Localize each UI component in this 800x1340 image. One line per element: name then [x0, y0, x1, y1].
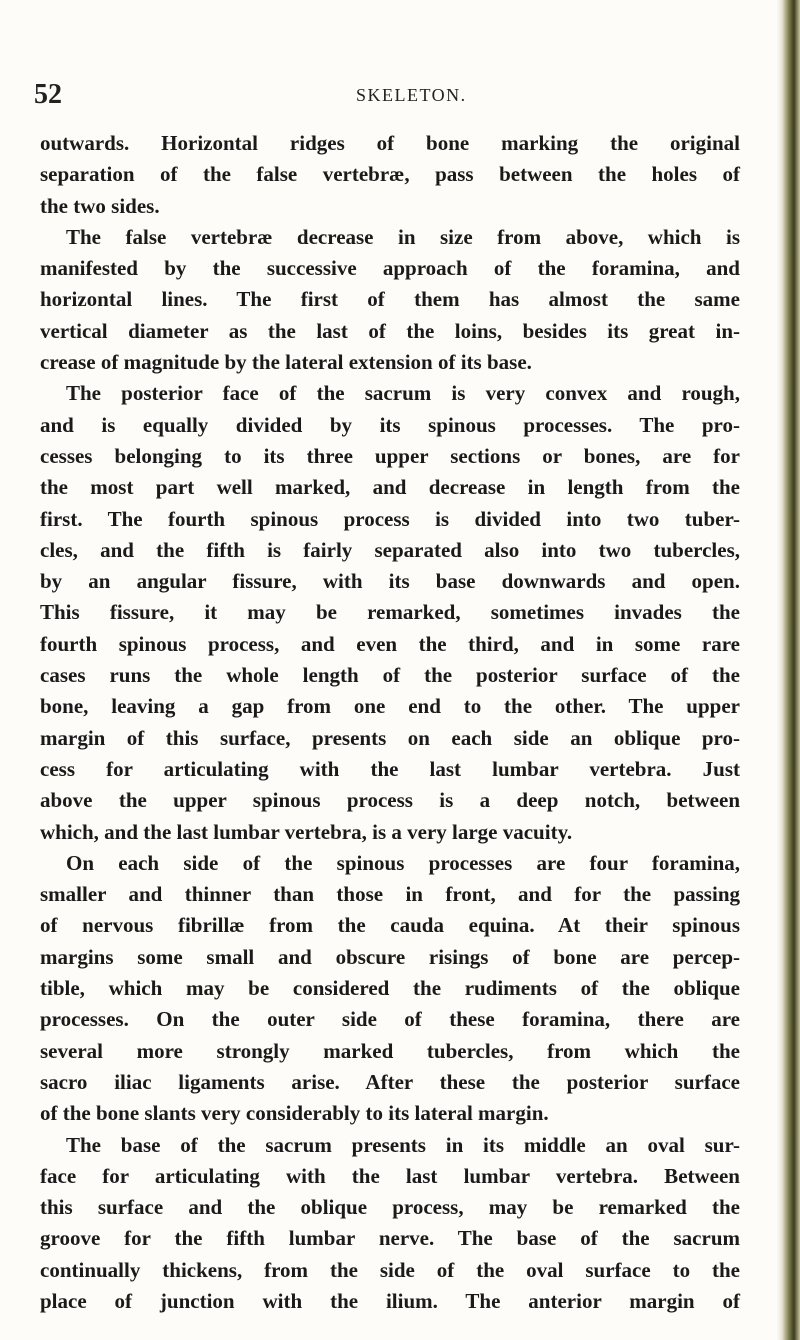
- text-line: this surface and the oblique process, may be remarked the: [40, 1195, 740, 1220]
- text-line: face for articulating with the last lumbar vertebra. Between: [40, 1163, 740, 1188]
- text-line: margins some small and obscure risings of bone are percep-: [40, 944, 740, 969]
- text-line: tible, which may be considered the rudiments of the oblique: [40, 976, 740, 1001]
- text-line: separation of the false vertebræ, pass between the holes of: [40, 162, 740, 187]
- text-line: which, and the last lumbar vertebra, is a very large vacuity.: [40, 819, 573, 844]
- text-line: above the upper spinous process is a deep notch, between: [40, 788, 740, 813]
- text-line: cesses belonging to its three upper sections or bones, are for: [40, 443, 740, 468]
- page-header: [34, 78, 734, 112]
- text-line: The base of the sacrum presents in its middle an oval sur-: [66, 1132, 740, 1157]
- text-line: bone, leaving a gap from one end to the other. The upper: [40, 694, 740, 719]
- text-line: On each side of the spinous processes are four foramina,: [66, 850, 740, 875]
- text-line: the two sides.: [40, 193, 160, 218]
- text-line: by an angular fissure, with its base downwards and open.: [40, 569, 740, 594]
- text-line: cases runs the whole length of the posterior surface of the: [40, 663, 740, 688]
- text-line: smaller and thinner than those in front, and for the passing: [40, 882, 740, 907]
- text-line: The posterior face of the sacrum is very convex and rough,: [66, 381, 740, 406]
- page-number: 52: [34, 79, 62, 110]
- text-line: This fissure, it may be remarked, sometimes invades the: [40, 600, 740, 625]
- text-line: first. The fourth spinous process is divided into two tuber-: [40, 506, 740, 531]
- text-line: vertical diameter as the last of the loins, besides its great in-: [40, 318, 740, 343]
- running-head: SKELETON.: [356, 85, 467, 105]
- text-line: sacro iliac ligaments arise. After these the posterior surface: [40, 1069, 740, 1094]
- text-line: crease of magnitude by the lateral extension of its base.: [40, 350, 532, 375]
- text-line: The false vertebræ decrease in size from above, which is: [66, 224, 740, 249]
- text-line: fourth spinous process, and even the third, and in some rare: [40, 631, 740, 656]
- text-line: horizontal lines. The first of them has almost the same: [40, 287, 740, 312]
- text-line: manifested by the successive approach of the foramina, and: [40, 256, 740, 281]
- text-line: several more strongly marked tubercles, from which the: [40, 1038, 740, 1063]
- text-line: place of junction with the ilium. The anterior margin of: [40, 1288, 740, 1313]
- text-line: of the bone slants very considerably to its lateral margin.: [40, 1101, 549, 1126]
- text-line: and is equally divided by its spinous processes. The pro-: [40, 412, 740, 437]
- text-line: the most part well marked, and decrease in length from the: [40, 475, 740, 500]
- body-text: [40, 128, 740, 1317]
- text-line: cess for articulating with the last lumbar vertebra. Just: [40, 756, 740, 781]
- text-line: groove for the fifth lumbar nerve. The base of the sacrum: [40, 1226, 740, 1251]
- page-edge-shadow: [776, 0, 800, 1340]
- text-line: continually thickens, from the side of the oval surface to the: [40, 1257, 740, 1282]
- text-line: processes. On the outer side of these foramina, there are: [40, 1007, 740, 1032]
- text-line: margin of this surface, presents on each side an oblique pro-: [40, 725, 740, 750]
- text-line: of nervous fibrillæ from the cauda equina. At their spinous: [40, 913, 740, 938]
- text-line: outwards. Horizontal ridges of bone marking the original: [40, 131, 740, 155]
- text-line: cles, and the fifth is fairly separated also into two tubercles,: [40, 537, 740, 562]
